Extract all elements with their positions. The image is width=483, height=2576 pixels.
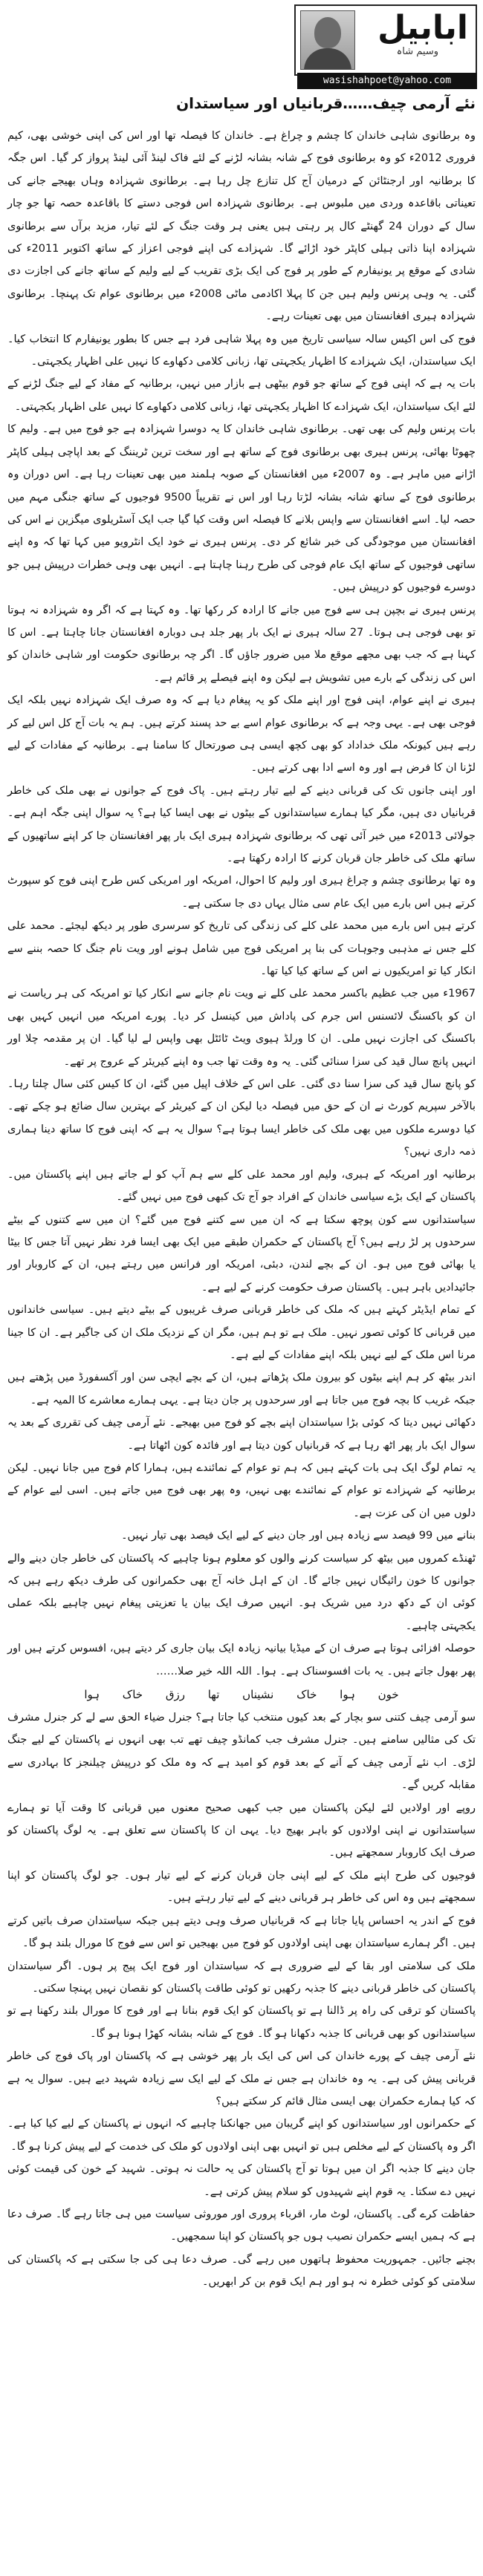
paragraph: بچنے جائیں۔ جمہوریت محفوظ ہاتھوں میں رہے گی۔ صرف دعا ہی کی جا سکتی ہے کہ پاکستان کی سلامتی کو کوئی خطرہ نہ ہو اور ہم ایک قوم بن کر ابھریں۔	[7, 2253, 476, 2289]
paragraph: کو پانچ سال قید کی سزا سنا دی گئی۔ علی اس کے خلاف اپیل میں گئے، ان کا کیس کئی سال چلتا رہا۔ بالآخر سپریم کورٹ نے ان کے حق میں فیصلہ دیا لیکن ان کے کیریئر کے بہترین سال ضائع ہو چکے تھے۔ کیا دوسرے ملکوں میں بھی ملک کی خاطر ایسا ہوتا ہے؟ سوال یہ ہے کہ اپنی فوج کا ساتھ دینا ہماری ذمہ داری نہیں؟	[7, 1078, 476, 1158]
paragraph: فوج کی اس اکیس سالہ سیاسی تاریخ میں وہ پہلا شاہی فرد ہے جس کا بطور یونیفارم کا انتخاب کیا۔ ایک سیاستدان، ایک شہزادے کا اظہار یکجہتی تھا، زبانی کلامی دکھاوے کا نہیں علی اظہار یکجہتی۔	[7, 333, 476, 368]
paragraph: ملک کی سلامتی اور بقا کے لیے ضروری ہے کہ سیاستدان اور فوج ایک پیج پر ہوں۔ اگر سیاستدان پاکستان کی خاطر قربانی دینے کا جذبہ رکھیں تو کوئی طاقت پاکستان کو نقصان نہیں پہنچا سکتی۔	[7, 1960, 476, 1995]
author-photo-head	[314, 17, 341, 48]
paragraph: یہ تمام لوگ ایک ہی بات کہتے ہیں کہ ہم تو عوام کے نمائندے ہیں، ہمارا کام فوج میں جانا نہیں۔ لیکن برطانیہ کے شہزادے تو عوام کے نمائندے بھی نہیں، وہ پھر بھی فوج میں جاتے ہیں۔ اسی لیے عوام کے دلوں میں ان کی عزت ہے۔	[7, 1461, 476, 1519]
paragraph: فوج کے اندر یہ احساس پایا جاتا ہے کہ قربانیاں صرف وہی دیتے ہیں جبکہ سیاستدان صرف باتیں کرتے ہیں۔ اگر ہمارے سیاستدان بھی اپنی اولادوں کو فوج میں بھیجیں تو اس سے فوج کا مورال بلند ہو گا۔	[7, 1914, 476, 1950]
paragraph: کے حکمرانوں اور سیاستدانوں کو اپنے گریبان میں جھانکنا چاہیے کہ انہوں نے پاکستان کے لیے کیا کیا ہے۔ اگر وہ پاکستان کے لیے مخلص ہیں تو انہیں بھی اپنی اولادوں کو ملک کی خدمت کے لیے پیش کرنا ہو گا۔	[7, 2118, 476, 2153]
article-body	[7, 125, 476, 2294]
headline-part-1: نئے آرمی چیف	[372, 94, 476, 112]
paragraph: برطانیہ اور امریکہ کے ہیری، ولیم اور محمد علی کلے سے ہم آپ کو لے جاتے ہیں اپنے پاکستان میں۔ پاکستان کے ایک بڑے سیاسی خاندان کے افراد جو آج تک کبھی فوج میں نہیں گئے۔	[7, 1168, 476, 1204]
paragraph: بنانے میں 99 فیصد سے زیادہ ہیں اور جان دینے کے لیے ایک فیصد بھی تیار نہیں۔	[121, 1530, 476, 1542]
poetry-verse: خون ہوا خاک نشیناں تھا رزق خاک ہوا	[84, 1688, 399, 1702]
paragraph: کے تمام ایڈیٹر کہتے ہیں کہ ملک کی خاطر قربانی صرف غریبوں کے بیٹے دیتے ہیں۔ سیاسی خاندانوں میں قربانی کا کوئی تصور نہیں۔ ملک ہے تو ہم ہیں، مگر ان کے نزدیک ملک ان کی جاگیر ہے۔ ان کا جینا مرنا اس ملک کے لیے نہیں بلکہ اپنے مفادات کے لیے ہے۔	[7, 1304, 476, 1361]
paragraph: پاکستان کو ترقی کی راہ پر ڈالنا ہے تو پاکستان کو ایک قوم بنانا ہے اور فوج کا مورال بلند رکھنا ہے تو سیاستدانوں کو بھی قربانی کا جذبہ دکھانا ہو گا۔ فوج کے شانہ بشانہ کھڑا ہونا ہو گا۔	[7, 2005, 476, 2040]
headline-part-2: قربانیاں اور سیاستدان	[176, 94, 343, 112]
author-name: وسیم شاہ	[396, 46, 438, 57]
paragraph: دکھائی نہیں دیتا کہ کوئی بڑا سیاستدان اپنے بچے کو فوج میں بھیجے۔ نئے آرمی چیف کی تقرری کے بعد یہ سوال ایک بار پھر اٹھ رہا ہے کہ قربانیاں کون دیتا ہے اور فائدہ کون اٹھاتا ہے۔	[7, 1417, 476, 1452]
author-email[interactable]: wasishahpoet@yahoo.com	[297, 73, 477, 89]
paragraph: بات پرنس ولیم کی بھی تھی۔ برطانوی شاہی خاندان کا یہ دوسرا شہزادہ ہے جو فوج میں ہے۔ ولیم کا چھوٹا بھائی، پرنس ہیری بھی برطانوی فوج کے ساتھ ہے اور سخت ترین ٹریننگ کے بعد اپاچی ہیلی کاپٹر اڑانے میں ماہر ہے۔ وہ 2007ء میں افغانستان کے صوبہ ہلمند میں بھی تعینات رہا ہے۔ اس دوران وہ برطانوی فوج کے ساتھ شانہ بشانہ لڑتا رہا اور اس نے تقریباً 9500 فوجیوں کے ساتھ جنگی مہم میں حصہ لیا۔ اسے افغانستان سے واپس بلانے کا فیصلہ اس وقت کیا گیا جب ایک آسٹریلوی میگزین نے اس کی افغانستان میں موجودگی کی خبر شائع کر دی۔ پرنس ہیری نے خود ایک انٹرویو میں کہا تھا کہ وہ اپنے ساتھی فوجیوں کے ساتھ ایک عام فوجی کی طرح رہنا چاہتا ہے۔ انہیں بھی وہی خطرات درپیش ہیں جو دوسرے فوجیوں کو درپیش ہیں۔	[7, 423, 476, 594]
paragraph: اندر بیٹھ کر ہم اپنے بیٹوں کو بیرون ملک پڑھاتے ہیں، ان کے بچے ایچی سن اور آکسفورڈ میں پڑھتے ہیں جبکہ غریب کا بچہ فوج میں جاتا ہے اور سرحدوں پر جان دیتا ہے۔ یہی ہمارے معاشرے کا المیہ ہے۔	[7, 1372, 476, 1406]
paragraph: کرتے ہیں اس بارے میں محمد علی کلے کی زندگی کی تاریخ کو سرسری طور پر دیکھ لیجئے۔ محمد علی کلے جس نے مذہبی وجوہات کی بنا پر امریکی فوج میں شامل ہونے اور ویت نام جنگ کا حصہ بننے سے انکار کیا تو امریکیوں نے اس کے ساتھ کیا کیا تھا۔	[7, 920, 476, 978]
paragraph: بات یہ ہے کہ اپنی فوج کے ساتھ جو قوم بیٹھی ہے بازار میں نہیں، برطانیہ کے مفاد کے لیے جنگ لڑنے کے لئے ایک سیاستدان، ایک شہزادے کا اظہار یکجہتی تھا، زبانی کلامی دکھاوے کا نہیں علی اظہار یکجہتی۔	[7, 378, 476, 413]
paragraph: سیاستدانوں سے کون پوچھ سکتا ہے کہ ان میں سے کتنے فوج میں گئے؟ ان میں سے کتنوں کے بیٹے سرحدوں پر لڑ رہے ہیں؟ آج پاکستان کے حکمران طبقے میں ایک بھی ایسا فرد نظر نہیں آتا جس کا بیٹا یا بھائی فوج میں ہو۔ ان کے بچے لندن، دبئی، امریکہ اور فرانس میں رہتے ہیں، ان کے کاروبار اور جائیدادیں باہر ہیں۔ پاکستان صرف حکومت کرنے کے لیے ہے۔	[7, 1213, 476, 1294]
paragraph: ہیری نے اپنے عوام، اپنی فوج اور اپنے ملک کو یہ پیغام دیا ہے کہ وہ صرف ایک شہزادہ نہیں بلکہ ایک فوجی بھی ہے۔ یہی وجہ ہے کہ برطانوی عوام اسے بے حد پسند کرتے ہیں۔ ہم یہ بات آج کل اس لیے کر رہے ہیں کیونکہ ملک خداداد کو بھی کچھ ایسی ہی صورتحال کا سامنا ہے۔ برطانیہ کے مفادات کے لیے لڑنا ان کا فرض ہے اور وہ اسے ادا بھی کرتے ہیں۔	[7, 694, 476, 775]
paragraph: وہ برطانوی شاہی خاندان کا چشم و چراغ ہے۔ خاندان کا فیصلہ تھا اور اس کی اپنی خوشی بھی، کیم فروری 2012ء کو وہ برطانوی فوج کے شانہ بشانہ لڑنے کے لئے فاک لینڈ آئی لینڈ پرواز کر گیا۔ اس جگہ کا برطانیہ اور ارجنٹائن کے درمیان آج کل تنازع چل رہا ہے۔ برطانوی شہزادہ وہاں بھیجے جانے کی تعیناتی باقاعدہ وردی میں ملبوس ہے۔ برطانوی شہزادہ اس فوجی دستے کا باقاعدہ حصہ تھا جو چار سال کے دوران 24 گھنٹے کال پر رہتی ہیں یعنی ہر وقت جنگ کے لئے تیار، مزید برآں سے برطانوی شہزادہ اپنا ذاتی ہیلی کاپٹر خود اڑائے گا۔ شہزادے کی اپنے فوجی اعزاز کے ساتھ اکتوبر 2011ء کی شادی کے موقع پر یونیفارم کے طور پر فوج کی ایک بڑی تقریب کے لیے ولیم کے ساتھ جانے کی اجازت دی گئی۔ یہ وہی پرنس ولیم ہیں جن کا پہلا اکادمی ماٹی 2008ء میں برطانوی عوام تک پہنچا۔ برطانوی شہزادہ ہیری افغانستان میں بھی تعینات رہے۔	[7, 130, 476, 323]
paragraph: سو آرمی چیف کتنی سو بچار کے بعد کیوں منتخب کیا جاتا ہے؟ جنرل ضیاء الحق سے لے کر جنرل مشرف تک کی مثالیں سامنے ہیں۔ جنرل مشرف جب کمانڈو چیف تھے تب بھی انہوں نے پاکستان کے لیے جنگ لڑی۔ اب نئے آرمی چیف کے آنے کے بعد قوم کو امید ہے کہ وہ ملک کو درپیش چیلنجز کا بہادری سے مقابلہ کریں گے۔	[7, 1712, 476, 1792]
author-photo	[300, 10, 355, 70]
column-logo: ابابیل	[377, 9, 468, 47]
columnist-box	[294, 4, 477, 76]
paragraph: فوجیوں کی طرح اپنے ملک کے لیے اپنی جان قربان کرنے کے لیے تیار ہوں۔ جو لوگ پاکستان کو اپنا سمجھتے ہیں وہ اس کی خاطر ہر قربانی دینے کے لیے تیار رہتے ہیں۔	[7, 1869, 476, 1905]
paragraph: پرنس ہیری نے بچپن ہی سے فوج میں جانے کا ارادہ کر رکھا تھا۔ وہ کہتا ہے کہ اگر وہ شہزادہ نہ ہوتا تو بھی فوجی ہی ہوتا۔ 27 سالہ ہیری نے ایک بار پھر جلد ہی دوبارہ افغانستان جانا چاہتا ہے۔ اس کا کہنا ہے کہ جب بھی مجھے موقع ملا میں ضرور جاؤں گا۔ اگر چہ برطانوی حکومت اور شاہی خاندان کو اس کی زندگی کے بارے میں تشویش ہے لیکن وہ اپنے فیصلے پر قائم ہے۔	[7, 604, 476, 684]
paragraph: نئے آرمی چیف کے پورے خاندان کی اس کی ایک بار پھر خوشی ہے کہ پاکستان اور پاک فوج کی خاطر قربانی پیش کی ہے۔ یہ وہ خاندان ہے جس نے ملک کے لیے ایک سے زیادہ شہید دیے ہیں۔ سوال یہ ہے کہ کیا ہمارے حکمران بھی ایسی مثال قائم کر سکتے ہیں؟	[7, 2050, 476, 2107]
author-photo-shoulders	[304, 48, 351, 70]
paragraph: 1967ء میں جب عظیم باکسر محمد علی کلے نے ویت نام جانے سے انکار کیا تو امریکہ کی ہر ریاست نے ان کو باکسنگ لائسنس اس جرم کی پاداش میں کینسل کر دیا۔ پورے امریکہ میں انہیں کہیں بھی باکسنگ کی اجازت نہیں ملی۔ ان کا ورلڈ ہیوی ویٹ ٹائٹل بھی واپس لے لیا گیا۔ ان پر مقدمہ چلا اور انہیں پانچ سال قید کی سزا سنائی گئی۔ یہ وہ وقت تھا جب وہ اپنے کیریئر کے عروج پر تھے۔	[7, 988, 476, 1068]
paragraph: وہ تھا برطانوی چشم و چراغ ہیری اور ولیم کا احوال، امریکہ اور امریکی کس طرح اپنی فوج کو سپورٹ کرتے ہیں اس بارے میں ایک عام سی مثال یہاں دی جا سکتی ہے۔	[7, 875, 476, 910]
paragraph: ٹھنڈے کمروں میں بیٹھ کر سیاست کرنے والوں کو معلوم ہونا چاہیے کہ پاکستان کی خاطر جان دینے والے جوانوں کا خون رائیگاں نہیں جائے گا۔ ان کے اہل خانہ آج بھی حکمرانوں کی طرف دیکھ رہے ہیں کہ کوئی ان کے دکھ درد میں شریک ہو۔ انہیں صرف ایک بیان یا تعزیتی پیغام نہیں چاہیے بلکہ عملی یکجہتی چاہیے۔	[7, 1552, 476, 1632]
paragraph: جان دینے کا جذبہ اگر ان میں ہوتا تو آج پاکستان کی یہ حالت نہ ہوتی۔ شہید کے خون کی قیمت کوئی نہیں دے سکتا۔ یہ قوم اپنے شہیدوں کو سلام پیش کرتی ہے۔	[7, 2163, 476, 2198]
headline-separator: ……	[343, 94, 373, 112]
paragraph: اور اپنی جانوں تک کی قربانی دینے کے لیے تیار رہتے ہیں۔ پاک فوج کے جوانوں نے بھی ملک کی خاطر قربانیاں دی ہیں، مگر کیا ہمارے سیاستدانوں کے بیٹوں نے بھی ایسا کیا ہے؟ یہ سوال اپنی جگہ اہم ہے۔ جولائی 2013ء میں خبر آئی تھی کہ برطانوی شہزادہ ہیری ایک بار پھر افغانستان جا کر اپنے ساتھیوں کے ساتھ ملک کی خاطر جان قربان کرنے کا ارادہ رکھتا ہے۔	[7, 784, 476, 864]
column-headline	[7, 92, 476, 114]
paragraph: حوصلہ افزائی ہوتا ہے صرف ان کے میڈیا بیانیہ زیادہ ایک بیان جاری کر دیتے ہیں، افسوس کرتے ہیں اور پھر بھول جاتے ہیں۔ یہ بات افسوسناک ہے۔ ہوا۔ اللہ اللہ خیر صلا……	[7, 1643, 476, 1677]
paragraph: حفاظت کرے گی۔ پاکستان، لوٹ مار، اقرباء پروری اور موروثی سیاست میں ہی جاتا رہے گا۔ صرف دعا ہے کہ ہمیں ایسے حکمران نصیب ہوں جو پاکستان کو اپنا سمجھیں۔	[7, 2208, 476, 2243]
paragraph: روپے اور اولادیں لئے لیکن پاکستان میں جب کبھی صحیح معنوں میں قربانی کا وقت آیا تو ہمارے سیاستدانوں نے اپنی اولادوں کو باہر بھیج دیا۔ یہی ان کا پاکستان سے تعلق ہے۔ یہ لوگ پاکستان کو صرف ایک کاروبار سمجھتے ہیں۔	[7, 1801, 476, 1859]
column-header	[0, 0, 483, 126]
